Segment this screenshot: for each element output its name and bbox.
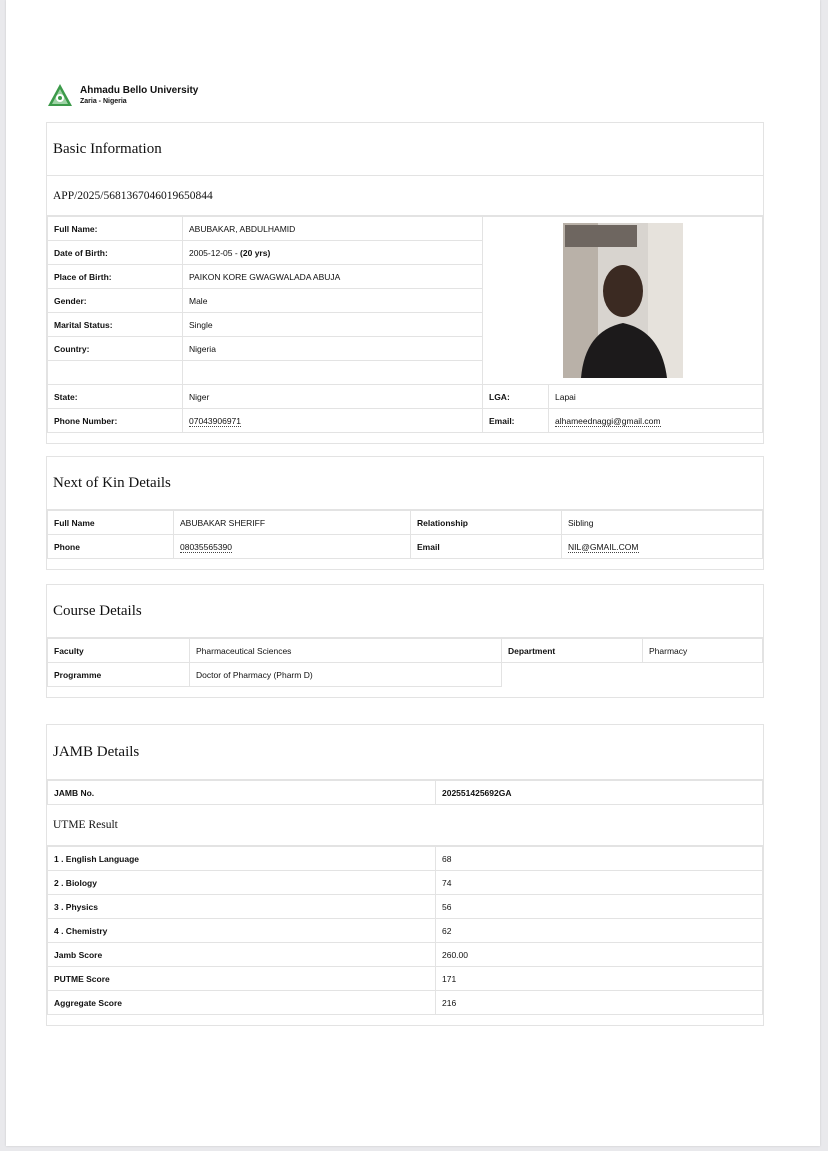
field-value: ABUBAKAR SHERIFF (174, 511, 411, 535)
table-row (48, 967, 763, 991)
basic-info-table (47, 216, 763, 433)
field-label: Place of Birth: (48, 265, 183, 289)
field-label: Faculty (48, 639, 190, 663)
next-of-kin-section (46, 456, 764, 570)
section-title: Next of Kin Details (47, 457, 763, 510)
field-value: 260.00 (436, 943, 763, 967)
field-value: ABUBAKAR, ABDULHAMID (183, 217, 483, 241)
table-row (48, 871, 763, 895)
table-row (48, 409, 763, 433)
field-label: Aggregate Score (48, 991, 436, 1015)
field-value: Male (183, 289, 483, 313)
table-row (48, 991, 763, 1015)
table-row (48, 535, 763, 559)
section-title: Basic Information (47, 123, 763, 176)
field-value: Single (183, 313, 483, 337)
field-label: Full Name: (48, 217, 183, 241)
kin-table (47, 510, 763, 559)
field-value: 202551425692GA (436, 781, 763, 805)
field-value: 171 (436, 967, 763, 991)
field-label: Full Name (48, 511, 174, 535)
field-label: Gender: (48, 289, 183, 313)
applicant-photo (563, 223, 683, 378)
field-value: Pharmaceutical Sciences (190, 639, 502, 663)
field-label: Phone (48, 535, 174, 559)
field-value: Sibling (562, 511, 763, 535)
course-table (47, 638, 763, 687)
table-row (48, 511, 763, 535)
field-label: Country: (48, 337, 183, 361)
subject-score: 74 (436, 871, 763, 895)
utme-result-table (47, 846, 763, 1015)
field-value: Lapai (549, 385, 763, 409)
field-value: Niger (183, 385, 483, 409)
field-label: JAMB No. (48, 781, 436, 805)
table-row (48, 943, 763, 967)
field-label: Phone Number: (48, 409, 183, 433)
phone-link[interactable]: 08035565390 (174, 535, 411, 559)
field-label: Email (411, 535, 562, 559)
field-label: LGA: (483, 385, 549, 409)
jamb-number-table (47, 780, 763, 805)
field-value: 216 (436, 991, 763, 1015)
table-row (48, 663, 763, 687)
table-row (48, 781, 763, 805)
photo-cell (483, 217, 763, 385)
field-label: Relationship (411, 511, 562, 535)
field-value: PAIKON KORE GWAGWALADA ABUJA (183, 265, 483, 289)
subject-score: 68 (436, 847, 763, 871)
subject-label: 1 . English Language (48, 847, 436, 871)
document-page (6, 0, 820, 1146)
email-link[interactable]: NIL@GMAIL.COM (562, 535, 763, 559)
university-logo-icon (46, 82, 74, 110)
field-value: Doctor of Pharmacy (Pharm D) (190, 663, 502, 687)
phone-link[interactable]: 07043906971 (183, 409, 483, 433)
table-row (48, 217, 763, 241)
field-label: Email: (483, 409, 549, 433)
field-value (183, 241, 483, 265)
university-location: Zaria - Nigeria (80, 98, 127, 105)
field-value: Pharmacy (643, 639, 763, 663)
table-row (48, 847, 763, 871)
age-value: (20 yrs) (240, 247, 271, 258)
section-title: JAMB Details (47, 725, 763, 780)
application-number: APP/2025/5681367046019650844 (47, 176, 763, 216)
subject-label: 3 . Physics (48, 895, 436, 919)
table-row (48, 895, 763, 919)
section-title: Course Details (47, 585, 763, 638)
dob-value: 2005-12-05 - (189, 247, 241, 258)
table-row (48, 919, 763, 943)
field-label: Department (502, 639, 643, 663)
basic-information-section (46, 122, 764, 444)
subject-label: 2 . Biology (48, 871, 436, 895)
course-details-section (46, 584, 764, 698)
table-row (48, 639, 763, 663)
subject-score: 56 (436, 895, 763, 919)
jamb-details-section (46, 724, 764, 1026)
field-label: Programme (48, 663, 190, 687)
email-link[interactable]: alhameednaggi@gmail.com (549, 409, 763, 433)
field-label: Jamb Score (48, 943, 436, 967)
field-value: Nigeria (183, 337, 483, 361)
university-name: Ahmadu Bello University (80, 85, 199, 96)
field-label: Marital Status: (48, 313, 183, 337)
table-row (48, 385, 763, 409)
subject-score: 62 (436, 919, 763, 943)
field-label: PUTME Score (48, 967, 436, 991)
field-label: State: (48, 385, 183, 409)
subject-label: 4 . Chemistry (48, 919, 436, 943)
utme-result-title: UTME Result (47, 805, 763, 846)
field-label: Date of Birth: (48, 241, 183, 265)
header (46, 82, 198, 110)
